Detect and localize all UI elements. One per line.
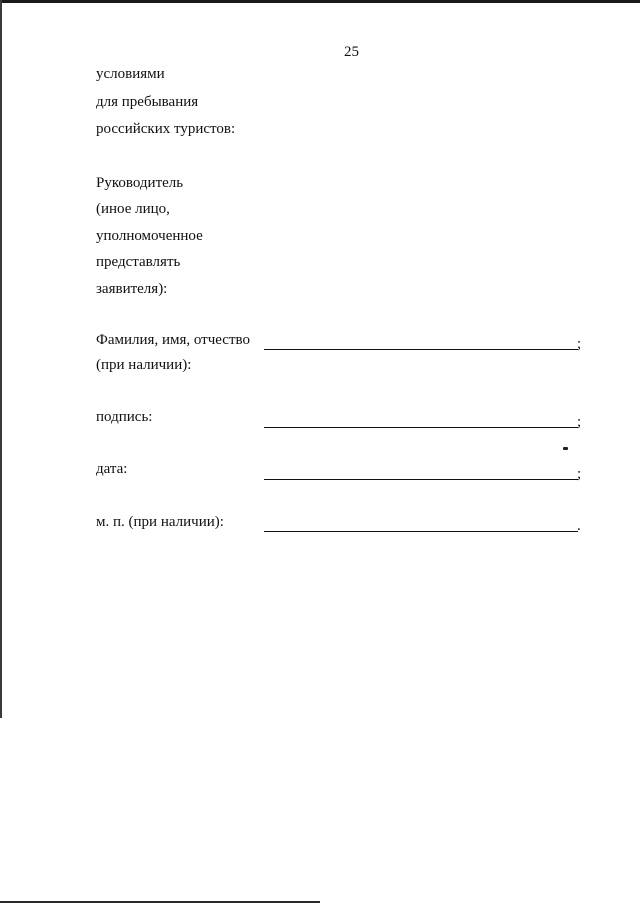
signatory-line-3: уполномоченное [96,228,203,244]
signatory-line-2: (иное лицо, [96,201,170,217]
signature-field-end: ; [577,414,582,430]
name-field-end: ; [577,336,582,352]
scan-edge-top [0,0,640,3]
seal-field-end: . [577,518,581,534]
signature-field-label: подпись: [96,409,153,425]
date-field-label: дата: [96,461,128,477]
intro-line-1: условиями [96,66,165,82]
intro-line-2: для пребывания [96,94,199,110]
intro-line-3: российских туристов: [96,121,236,137]
signatory-line-1: Руководитель [96,175,184,191]
seal-field-label: м. п. (при наличии): [96,514,224,530]
scan-edge-bottom [0,901,320,903]
name-field-label-cont: (при наличии): [96,357,192,373]
signatory-line-5: заявителя): [96,281,168,297]
name-field-blank [264,349,578,350]
page-number: 25 [344,44,359,60]
signature-field-blank [264,427,578,428]
scan-speck [563,447,568,450]
date-field-end: ; [577,466,582,482]
scan-edge-left [0,0,2,718]
seal-field-blank [264,531,578,532]
date-field-blank [264,479,578,480]
name-field-label: Фамилия, имя, отчество [96,332,250,348]
signatory-line-4: представлять [96,254,181,270]
